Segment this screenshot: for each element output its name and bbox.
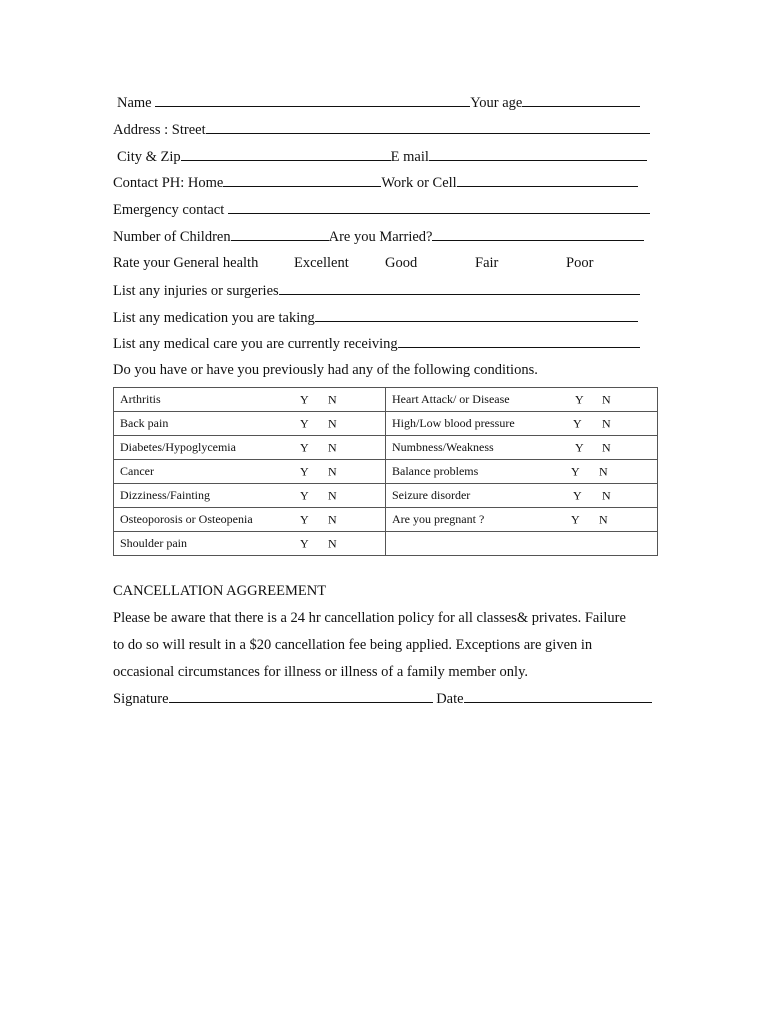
medication-field[interactable]	[315, 309, 638, 322]
condition-cell	[386, 436, 658, 460]
yes-option[interactable]: Y	[300, 416, 309, 430]
yes-option[interactable]: Y	[573, 488, 582, 502]
yes-option[interactable]: Y	[575, 392, 584, 406]
health-option-excellent[interactable]: Excellent	[294, 255, 349, 271]
city-zip-label: City & Zip	[117, 149, 181, 165]
table-row	[114, 412, 658, 436]
contact-row	[113, 174, 638, 192]
condition-cell	[114, 532, 386, 556]
condition-label: Heart Attack/ or Disease	[392, 392, 510, 406]
yes-option[interactable]: Y	[300, 464, 309, 478]
no-option[interactable]: N	[602, 440, 611, 454]
married-label: Are you Married?	[328, 229, 433, 245]
yes-option[interactable]: Y	[575, 440, 584, 454]
condition-label: Shoulder pain	[120, 536, 187, 550]
city-email-row	[117, 148, 647, 166]
married-field[interactable]	[432, 228, 644, 241]
yes-option[interactable]: Y	[300, 440, 309, 454]
table-row	[114, 436, 658, 460]
health-label: Rate your General health	[113, 255, 259, 271]
no-option[interactable]: N	[599, 464, 608, 478]
condition-cell	[386, 412, 658, 436]
work-phone-field[interactable]	[457, 174, 638, 187]
no-option[interactable]: N	[328, 392, 337, 406]
yes-option[interactable]: Y	[571, 464, 580, 478]
work-phone-label: Work or Cell	[381, 175, 457, 191]
condition-cell	[114, 484, 386, 508]
no-option[interactable]: N	[328, 536, 337, 550]
no-option[interactable]: N	[328, 416, 337, 430]
condition-label: Arthritis	[120, 392, 161, 406]
condition-label: Are you pregnant ?	[392, 512, 485, 526]
yes-option[interactable]: Y	[300, 392, 309, 406]
health-option-poor[interactable]: Poor	[566, 255, 594, 271]
city-zip-field[interactable]	[181, 148, 391, 161]
condition-cell	[114, 412, 386, 436]
no-option[interactable]: N	[599, 512, 608, 526]
email-label: E mail	[390, 149, 429, 165]
condition-label: Osteoporosis or Osteopenia	[120, 512, 253, 526]
cancellation-text-line-2: to do so will result in a $20 cancellation fee being applied. Exceptions are given in	[113, 637, 593, 653]
medication-row	[113, 309, 638, 327]
children-field[interactable]	[231, 228, 329, 241]
signature-field[interactable]	[169, 690, 433, 703]
no-option[interactable]: N	[328, 440, 337, 454]
no-option[interactable]: N	[328, 464, 337, 478]
condition-label: Back pain	[120, 416, 169, 430]
condition-cell	[114, 436, 386, 460]
home-phone-field[interactable]	[223, 174, 381, 187]
injuries-field[interactable]	[279, 282, 640, 295]
address-label: Address : Street	[113, 122, 206, 138]
condition-cell	[386, 460, 658, 484]
children-row	[113, 228, 644, 246]
name-row	[117, 94, 640, 112]
age-label: Your age	[470, 95, 523, 111]
signature-row	[113, 690, 652, 708]
condition-label: Numbness/Weakness	[392, 440, 494, 454]
condition-label: Dizziness/Fainting	[120, 488, 210, 502]
yes-option[interactable]: Y	[300, 536, 309, 550]
condition-cell	[114, 508, 386, 532]
condition-cell	[114, 460, 386, 484]
no-option[interactable]: N	[328, 488, 337, 502]
age-field[interactable]	[522, 94, 640, 107]
date-label: Date	[436, 691, 464, 707]
condition-cell	[114, 388, 386, 412]
emergency-label: Emergency contact	[113, 202, 225, 218]
yes-option[interactable]: Y	[573, 416, 582, 430]
emergency-field[interactable]	[228, 201, 650, 214]
conditions-question: Do you have or have you previously had any of the following conditions.	[113, 362, 538, 378]
date-field[interactable]	[464, 690, 652, 703]
cancellation-text-line-1: Please be aware that there is a 24 hr cancellation policy for all classes& privates. Failure	[113, 610, 626, 626]
condition-cell	[386, 484, 658, 508]
condition-label: High/Low blood pressure	[392, 416, 515, 430]
health-option-fair[interactable]: Fair	[475, 255, 499, 271]
condition-label: Cancer	[120, 464, 154, 478]
yes-option[interactable]: Y	[571, 512, 580, 526]
table-row	[114, 388, 658, 412]
table-row	[114, 460, 658, 484]
condition-cell	[386, 508, 658, 532]
table-row	[114, 484, 658, 508]
no-option[interactable]: N	[602, 488, 611, 502]
name-field[interactable]	[155, 94, 470, 107]
address-row	[113, 121, 650, 139]
home-phone-label: Contact PH: Home	[113, 175, 224, 191]
yes-option[interactable]: Y	[300, 512, 309, 526]
no-option[interactable]: N	[602, 416, 611, 430]
email-field[interactable]	[429, 148, 647, 161]
cancellation-text-line-3: occasional circumstances for illness or illness of a family member only.	[113, 664, 529, 680]
conditions-table	[113, 387, 658, 556]
health-option-good[interactable]: Good	[385, 255, 418, 271]
condition-label: Balance problems	[392, 464, 479, 478]
table-row	[114, 532, 658, 556]
yes-option[interactable]: Y	[300, 488, 309, 502]
no-option[interactable]: N	[328, 512, 337, 526]
children-label: Number of Children	[113, 229, 231, 245]
medication-label: List any medication you are taking	[113, 310, 315, 326]
table-row	[114, 508, 658, 532]
injuries-row	[113, 282, 640, 300]
no-option[interactable]: N	[602, 392, 611, 406]
condition-label: Diabetes/Hypoglycemia	[120, 440, 236, 454]
address-field[interactable]	[206, 121, 650, 134]
care-field[interactable]	[398, 335, 640, 348]
signature-label: Signature	[113, 691, 169, 707]
cancellation-title: CANCELLATION AGGREEMENT	[113, 583, 327, 599]
emergency-row	[113, 201, 650, 219]
condition-label: Seizure disorder	[392, 488, 471, 502]
name-label: Name	[117, 95, 152, 111]
condition-cell	[386, 388, 658, 412]
empty-cell	[386, 532, 658, 556]
injuries-label: List any injuries or surgeries	[113, 283, 279, 299]
care-row	[113, 335, 640, 353]
care-label: List any medical care you are currently receiving	[113, 336, 398, 352]
